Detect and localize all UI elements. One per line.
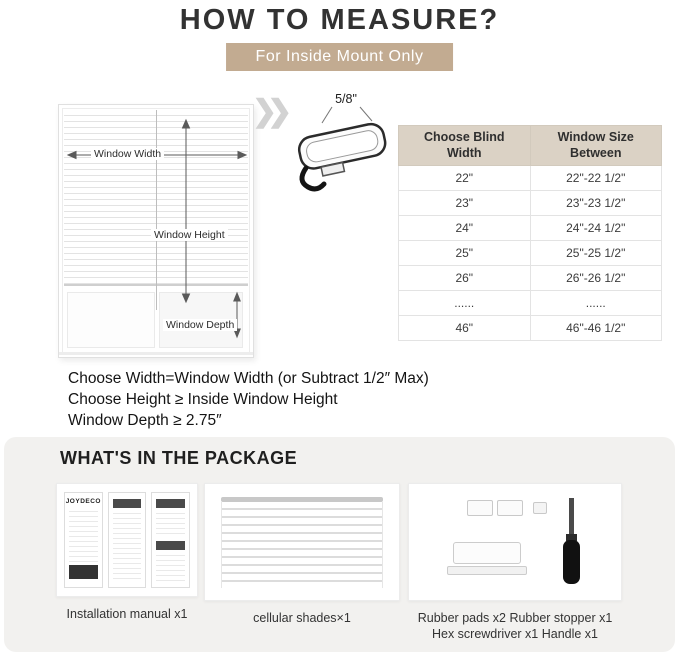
table-cell: 25" <box>399 241 531 266</box>
size-table-header-blind-width: Choose Blind Width <box>399 126 531 166</box>
measuring-instructions <box>68 368 429 431</box>
rubber-pad-shape <box>467 500 493 516</box>
rubber-stopper-shape <box>533 502 547 514</box>
window-width-label: Window Width <box>91 148 164 160</box>
size-table-header-window-size: Window Size Between <box>530 126 662 166</box>
table-row <box>399 166 662 191</box>
table-row <box>399 216 662 241</box>
table-cell: 46" <box>399 316 531 341</box>
package-item-caption: cellular shades×1 <box>253 611 351 625</box>
table-cell: ...... <box>530 291 662 316</box>
manual-page <box>64 492 103 588</box>
table-cell: 24"-24 1/2" <box>530 216 662 241</box>
table-cell: 24" <box>399 216 531 241</box>
shade-illustration <box>204 483 400 601</box>
table-cell: 22" <box>399 166 531 191</box>
table-cell: 22"-22 1/2" <box>530 166 662 191</box>
manual-page <box>108 492 147 588</box>
shade-pleats <box>221 502 383 588</box>
size-table <box>398 125 662 341</box>
table-cell: 25"-25 1/2" <box>530 241 662 266</box>
table-row <box>399 191 662 216</box>
headrail-closeup-diagram <box>288 90 400 208</box>
package-item-manual <box>56 483 198 622</box>
page-title: HOW TO MEASURE? <box>179 4 500 36</box>
chevron-right-icon: ❯❯ <box>252 95 283 128</box>
mount-bracket-shape <box>302 168 324 189</box>
package-item-parts <box>408 483 622 643</box>
instruction-line: Choose Width=Window Width (or Subtract 1/2″ Max) <box>68 370 429 387</box>
instruction-line: Choose Height ≥ Inside Window Height <box>68 391 338 408</box>
window-diagram <box>58 104 254 358</box>
table-cell: 23" <box>399 191 531 216</box>
headrail-size-label: 5/8" <box>335 92 357 106</box>
handle-shape <box>453 542 521 564</box>
handle-base-shape <box>447 566 527 575</box>
inside-mount-badge: For Inside Mount Only <box>226 43 454 71</box>
brand-text: JOYDECO <box>65 498 101 505</box>
table-row <box>399 316 662 341</box>
package-item-caption <box>408 610 622 643</box>
package-item-caption: Installation manual x1 <box>66 607 188 621</box>
package-section <box>4 437 675 652</box>
rubber-pad-shape <box>497 500 523 516</box>
package-title: WHAT'S IN THE PACKAGE <box>60 448 298 468</box>
screwdriver-handle-shape <box>563 540 580 584</box>
package-item-shades <box>204 483 400 626</box>
table-cell: 23"-23 1/2" <box>530 191 662 216</box>
table-cell: 26" <box>399 266 531 291</box>
caption-line: Hex screwdriver x1 Handle x1 <box>431 627 599 642</box>
window-height-label: Window Height <box>151 229 228 241</box>
caption-line: Rubber pads x2 Rubber stopper x1 <box>417 611 613 625</box>
table-row <box>399 266 662 291</box>
instruction-line: Window Depth ≥ 2.75″ <box>68 412 222 429</box>
parts-illustration <box>408 483 622 601</box>
table-cell: ...... <box>399 291 531 316</box>
screwdriver-shaft-shape <box>569 498 574 536</box>
window-depth-label: Window Depth <box>163 319 237 331</box>
table-row <box>399 241 662 266</box>
table-cell: 26"-26 1/2" <box>530 266 662 291</box>
manual-page <box>151 492 190 588</box>
manual-illustration <box>56 483 198 597</box>
table-cell: 46"-46 1/2" <box>530 316 662 341</box>
table-row <box>399 291 662 316</box>
headrail-shape <box>297 122 390 180</box>
